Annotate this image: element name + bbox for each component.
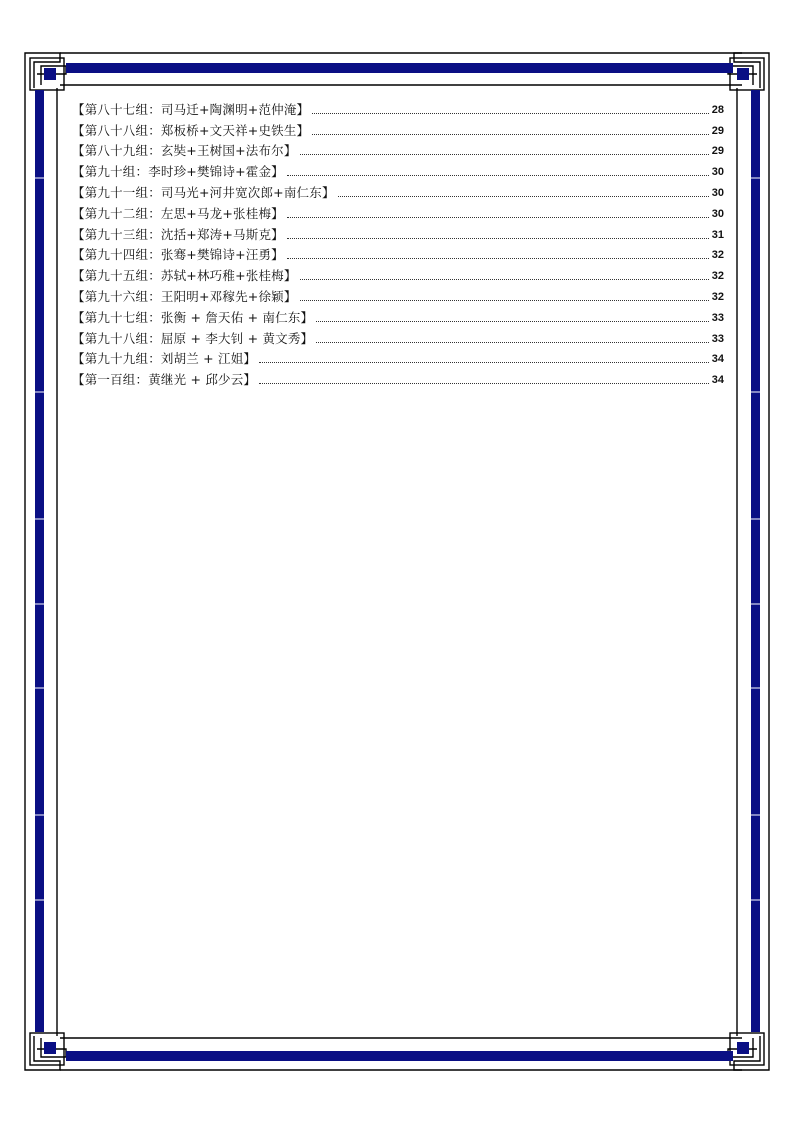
toc-entry-title: 【第九十九组：刘胡兰 + 江姐】 [72, 351, 257, 367]
toc-page-number: 29 [711, 145, 724, 158]
toc-page-number: 34 [711, 353, 724, 366]
toc-dot-leader [316, 320, 709, 322]
toc-entry[interactable] [72, 305, 724, 326]
toc-page-number: 31 [711, 228, 724, 241]
toc-entry[interactable] [72, 263, 724, 284]
toc-entry[interactable] [72, 97, 724, 118]
toc-dot-leader [287, 216, 709, 218]
toc-entry[interactable] [72, 118, 724, 139]
toc-page-number: 32 [711, 290, 724, 303]
toc-entry[interactable] [72, 367, 724, 388]
toc-entry[interactable] [72, 243, 724, 264]
toc-entry-title: 【第八十八组：郑板桥+文天祥+史铁生】 [72, 122, 310, 138]
toc-entry[interactable] [72, 180, 724, 201]
toc-entry[interactable] [72, 284, 724, 305]
toc-entry[interactable] [72, 139, 724, 160]
toc-entry-title: 【第八十七组：司马迁+陶渊明+范仲淹】 [72, 101, 310, 117]
toc-entry-title: 【第九十五组：苏轼+林巧稚+张桂梅】 [72, 268, 297, 284]
toc-entry-title: 【第九十七组：张衡 + 詹天佑 + 南仁东】 [72, 309, 314, 325]
toc-entry[interactable] [72, 326, 724, 347]
table-of-contents [72, 97, 724, 388]
toc-entry-title: 【第九十四组：张骞+樊锦诗+汪勇】 [72, 247, 284, 263]
toc-entry[interactable] [72, 159, 724, 180]
toc-dot-leader [312, 133, 709, 135]
toc-entry-title: 【第九十一组：司马光+河井宽次郎+南仁东】 [72, 184, 335, 200]
toc-entry[interactable] [72, 201, 724, 222]
toc-dot-leader [259, 382, 709, 384]
toc-page-number: 30 [711, 207, 724, 220]
toc-page-number: 30 [711, 166, 724, 179]
toc-dot-leader [287, 237, 709, 239]
toc-dot-leader [300, 278, 709, 280]
toc-entry-title: 【第八十九组：玄奘+王树国+法布尔】 [72, 143, 297, 159]
toc-entry[interactable] [72, 347, 724, 368]
toc-dot-leader [300, 153, 709, 155]
toc-dot-leader [316, 341, 709, 343]
toc-page-number: 32 [711, 249, 724, 262]
toc-page-number: 28 [711, 103, 724, 116]
toc-dot-leader [287, 174, 709, 176]
toc-entry[interactable] [72, 222, 724, 243]
toc-entry-title: 【第九十六组：王阳明+邓稼先+徐颖】 [72, 288, 297, 304]
toc-dot-leader [338, 195, 709, 197]
toc-dot-leader [300, 299, 709, 301]
toc-entry-title: 【第九十八组：屈原 + 李大钊 + 黄文秀】 [72, 330, 314, 346]
toc-dot-leader [312, 112, 709, 114]
toc-dot-leader [259, 361, 709, 363]
toc-dot-leader [287, 257, 709, 259]
toc-entry-title: 【第九十三组：沈括+郑涛+马斯克】 [72, 226, 284, 242]
toc-page-number: 34 [711, 374, 724, 387]
toc-page-number: 33 [711, 311, 724, 324]
toc-page-number: 30 [711, 186, 724, 199]
toc-page-number: 29 [711, 124, 724, 137]
toc-entry-title: 【第九十二组：左思+马龙+张桂梅】 [72, 205, 284, 221]
toc-entry-title: 【第一百组：黄继光 + 邱少云】 [72, 372, 257, 388]
toc-page-number: 33 [711, 332, 724, 345]
toc-entry-title: 【第九十组：李时珍+樊锦诗+霍金】 [72, 164, 284, 180]
toc-page-number: 32 [711, 270, 724, 283]
